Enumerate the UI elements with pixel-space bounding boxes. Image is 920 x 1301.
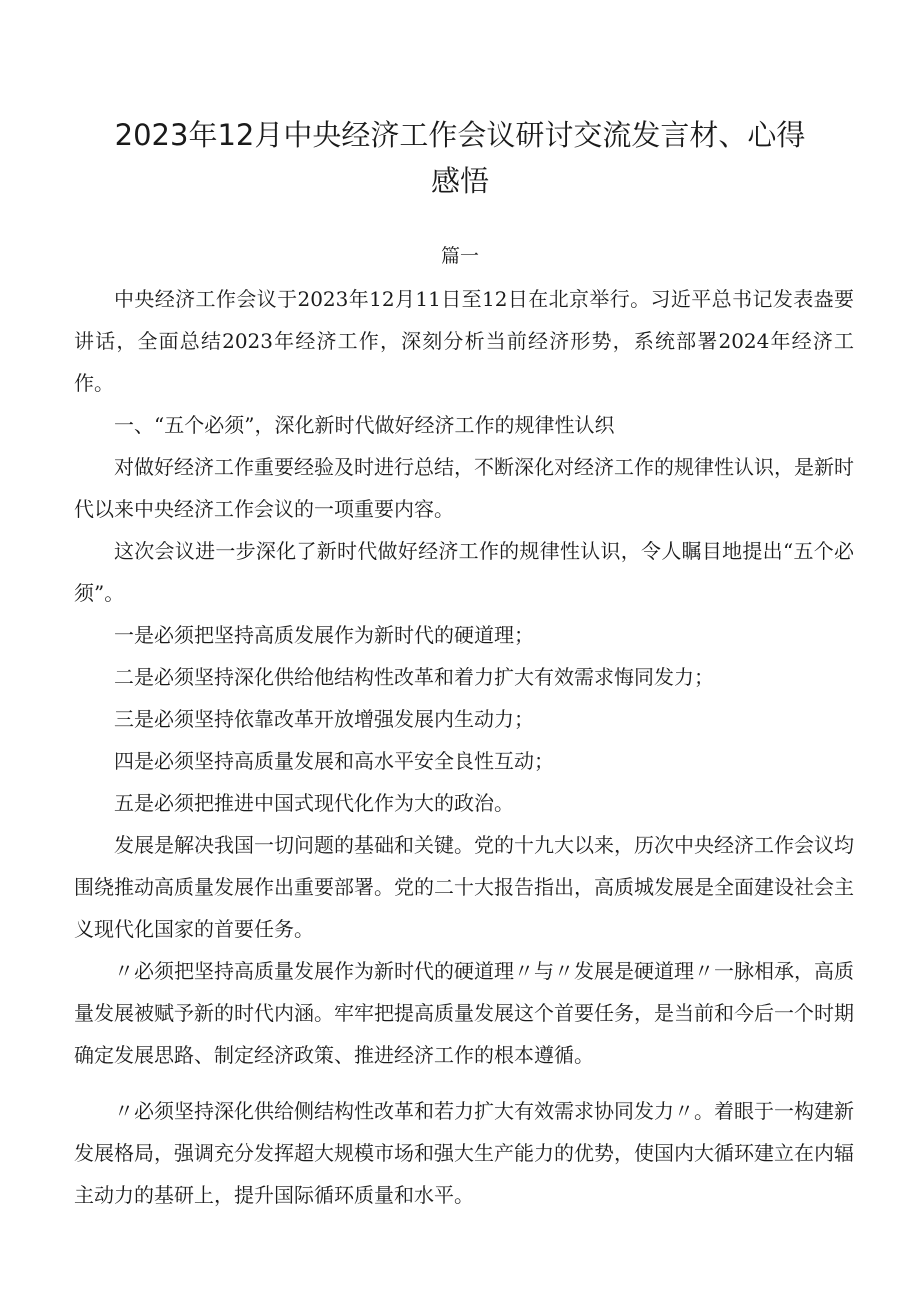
section-label: 篇一: [440, 245, 479, 267]
paragraph-hard-truth: 〃必须把坚持高质量发展作为新时代的硬道理〃与〃发展是硬道理〃一脉相承，高质量发展被赋予新的时代内涵。牢牢把提高质量发展这个首要任务，是当前和今后一个时期确定发展思路、制定经济政策、推进经济工作的根本遵循。: [74, 959, 854, 1067]
paragraph-supply-side: 〃必须坚持深化供给侧结构性改革和若力扩大有效需求协同发力〃。着眼于一构建新发展格局，强调充分发挥超大规模市场和强大生产能力的优势，使国内大循环建立在内辐主动力的基研上，提升国际循环质量和水平。: [74, 1099, 854, 1207]
paragraph-must-3: 三是必须坚持依靠改革开放增强发展内生动力；: [114, 707, 534, 731]
paragraph-heading-five-musts: 一、“五个必须”，深化新时代做好经济工作的规律性认织: [114, 413, 615, 437]
document-title: [60, 112, 860, 204]
paragraph-must-5: 五是必须把推进中国式现代化作为大的政治。: [114, 791, 514, 815]
paragraph-summary-importance: 对做好经济工作重要经验及时进行总结，不断深化对经济工作的规律性认识，是新时代以来中央经济工作会议的一项重要内容。: [74, 455, 854, 521]
paragraph-development-key: 发展是解决我国一切问题的基础和关键。党的十九大以来，历次中央经济工作会议均围绕推动高质量发展作出重要部署。党的二十大报告指出，高质城发展是全面建设社会主义现代化国家的首要任务。: [74, 833, 854, 941]
paragraph-must-1: 一是必须把坚持高质发展作为新时代的硬道理；: [114, 623, 534, 647]
document-title-line1: 2023年12月中央经济工作会议研讨交流发言材、心得: [114, 118, 806, 152]
paragraph-must-4: 四是必须坚持高质量发展和高水平安全良性互动；: [114, 749, 554, 773]
paragraph-intro: 中央经济工作会议于2023年12月11日至12日在北京举行。习近平总书记发表盎要讲话，全面总结2023年经济工作，深刻分析当前经济形势，系统部署2024年经济工作。: [74, 287, 854, 395]
paragraph-five-musts-intro: 这次会议进一步深化了新时代做好经济工作的规律性认识，令人瞩目地提出“五个必须”。: [74, 539, 854, 605]
paragraph-must-2: 二是必须坚持深化供给他结构性改革和着力扩大有效需求悔同发力；: [114, 665, 714, 689]
document-title-line2: 感悟: [430, 164, 489, 198]
